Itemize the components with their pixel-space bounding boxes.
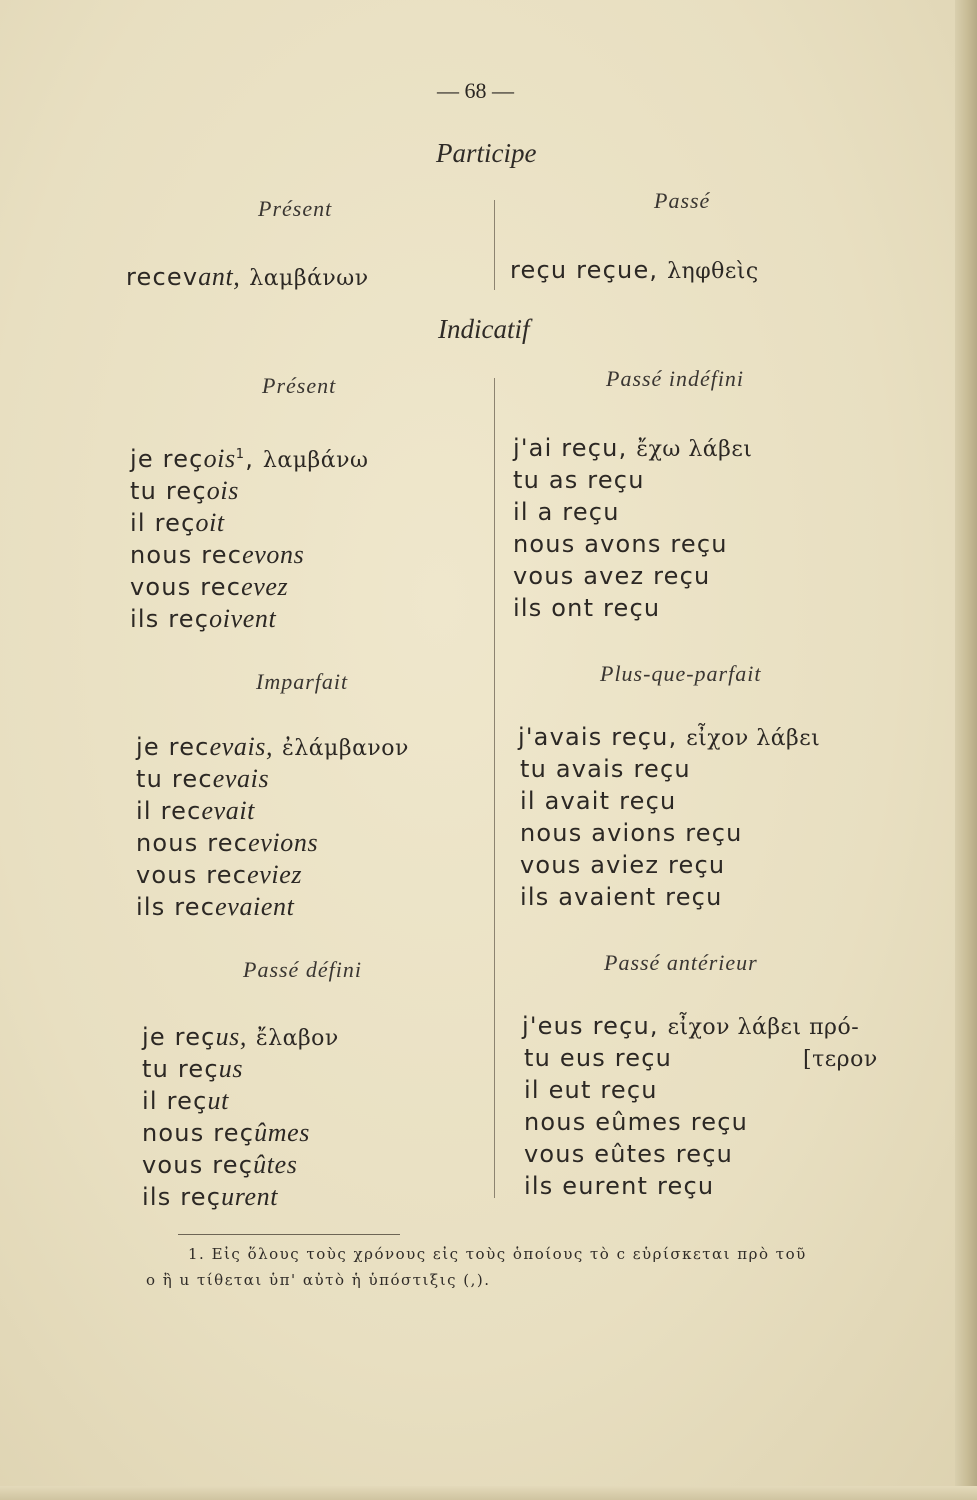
plus-que-parfait-greek: εἶχον λάβει [686, 726, 821, 751]
footnote-rule [178, 1234, 400, 1235]
present-line-4: nous recevons [130, 540, 305, 569]
participe-column-divider [494, 200, 495, 290]
indicatif-column-divider [494, 378, 495, 1198]
present-line-3: il reçoit [130, 508, 225, 537]
passe-anterieur-greek-continuation: [τερον [803, 1047, 878, 1072]
passe-anterieur-line-2: tu eus reçu [524, 1044, 673, 1072]
page-number: — 68 — [437, 78, 514, 103]
indicatif-present-label: Présent [262, 373, 337, 398]
passe-indefini-label: Passé indéfini [606, 366, 745, 391]
imparfait-line-1: je recevais, ἐλάμβανον [136, 732, 409, 761]
footnote-line-2: o ἢ u τίθεται ὑπ' αὐτὸ ἡ ὑπόστιξις (,). [146, 1271, 491, 1289]
passe-indefini-line-6: ils ont reçu [513, 594, 661, 622]
participe-present-label: Présent [258, 196, 333, 221]
imparfait-line-2: tu recevais [136, 764, 270, 793]
present-line-1: je reçois$^1$, λαμβάνω [130, 444, 369, 473]
participe-passe-greek: ληφθεὶς [667, 259, 759, 284]
participe-heading: Participe [436, 138, 537, 168]
present-line-2: tu reçois [130, 476, 239, 505]
passe-anterieur-greek: εἶχον λάβει πρό- [667, 1015, 860, 1040]
participe-present-greek: λαμβάνων [249, 266, 369, 291]
imparfait-greek: ἐλάμβανον [281, 736, 409, 761]
page-bottom-edge [0, 1486, 977, 1500]
participe-present-line [126, 264, 369, 290]
passe-defini-line-6: ils reçurent [142, 1182, 279, 1211]
indicatif-heading: Indicatif [438, 314, 530, 344]
imparfait-label: Imparfait [256, 669, 349, 694]
participe-present-ending: ant, [198, 262, 241, 291]
footnote-mark: 1 [235, 447, 246, 462]
passe-anterieur-line-6: ils eurent reçu [524, 1172, 715, 1200]
present-greek: λαμβάνω [262, 448, 369, 473]
passe-indefini-line-1: j'ai reçu, ἔχω λάβει [513, 434, 753, 462]
imparfait-line-5: vous receviez [136, 860, 303, 889]
passe-defini-label: Passé défini [243, 957, 362, 982]
passe-anterieur-line-1: j'eus reçu, εἶχον λάβει πρό- [522, 1012, 860, 1040]
plus-que-parfait-line-3: il avait reçu [520, 787, 677, 815]
passe-defini-greek: ἔλαβον [255, 1026, 339, 1051]
participe-passe-line [510, 258, 759, 283]
passe-defini-line-4: nous reçûmes [142, 1118, 310, 1147]
passe-indefini-line-3: il a reçu [513, 498, 620, 526]
passe-defini-line-3: il reçut [142, 1086, 229, 1115]
plus-que-parfait-line-6: ils avaient reçu [520, 883, 723, 911]
passe-indefini-line-5: vous avez reçu [513, 562, 711, 590]
participe-present-stem: recev [126, 263, 199, 291]
passe-anterieur-line-5: vous eûtes reçu [524, 1140, 734, 1168]
page-right-edge [955, 0, 977, 1500]
imparfait-line-3: il recevait [136, 796, 255, 825]
passe-indefini-line-4: nous avons reçu [513, 530, 728, 558]
passe-defini-line-1: je reçus, ἔλαβον [142, 1022, 339, 1051]
plus-que-parfait-line-4: nous avions reçu [520, 819, 743, 847]
passe-defini-line-5: vous reçûtes [142, 1150, 298, 1179]
plus-que-parfait-line-2: tu avais reçu [520, 755, 691, 783]
present-line-6: ils reçoivent [130, 604, 277, 633]
passe-indefini-greek: ἔχω λάβει [636, 437, 753, 462]
present-line-5: vous recevez [130, 572, 289, 601]
passe-defini-line-2: tu reçus [142, 1054, 244, 1083]
plus-que-parfait-line-1: j'avais reçu, εἶχον λάβει [518, 723, 821, 751]
passe-anterieur-label: Passé antérieur [604, 950, 758, 975]
passe-anterieur-line-4: nous eûmes reçu [524, 1108, 749, 1136]
participe-passe-label: Passé [654, 188, 711, 213]
imparfait-line-6: ils recevaient [136, 892, 295, 921]
plus-que-parfait-line-5: vous aviez reçu [520, 851, 726, 879]
plus-que-parfait-label: Plus-que-parfait [600, 661, 762, 686]
participe-passe-text: reçu reçue, [510, 256, 659, 284]
passe-indefini-line-2: tu as reçu [513, 466, 645, 494]
passe-anterieur-line-3: il eut reçu [524, 1076, 658, 1104]
footnote-line-1: 1. Εἰς ὅλους τοὺς χρόνους εἰς τοὺς ὁποίους τὸ c εὑρίσκεται πρὸ τοῦ [188, 1245, 807, 1263]
imparfait-line-4: nous recevions [136, 828, 319, 857]
